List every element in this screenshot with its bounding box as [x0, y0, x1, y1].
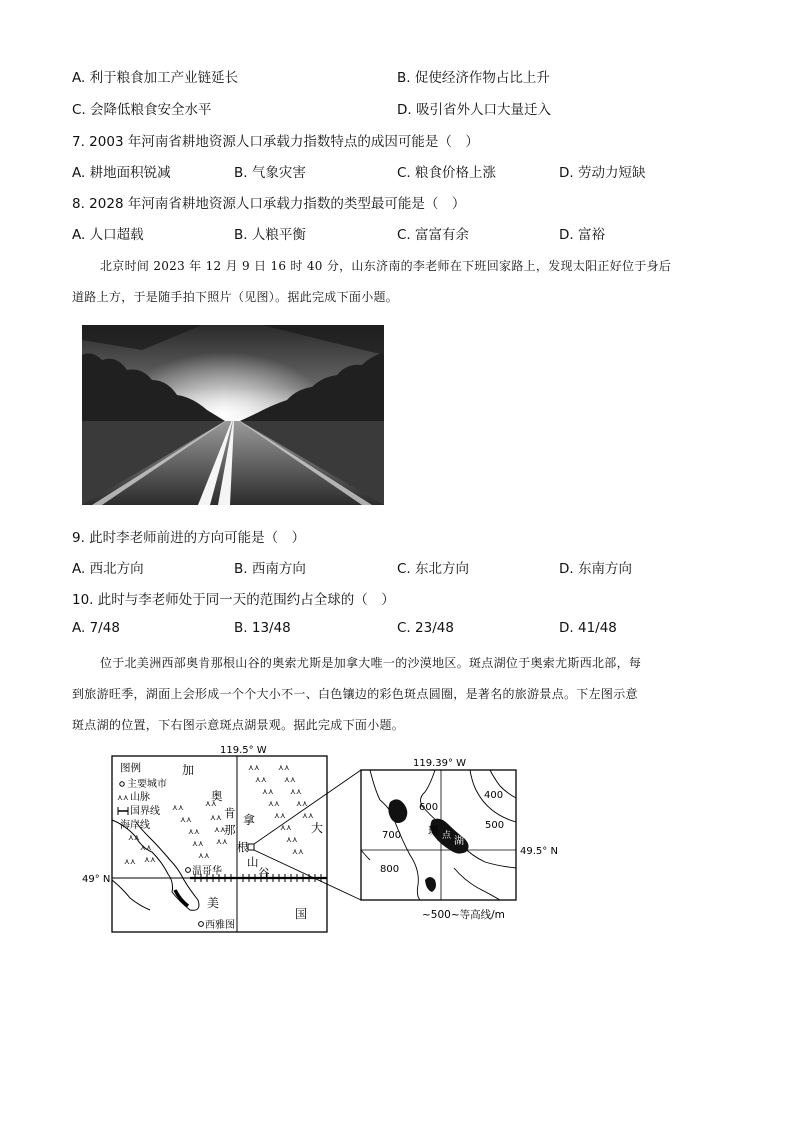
svg-text:⋏⋏: ⋏⋏	[286, 835, 298, 844]
legend-title: 图例	[120, 762, 141, 774]
q7-option-a: A. 耕地面积锐减	[72, 165, 171, 181]
q9-option-d: D. 东南方向	[559, 561, 632, 577]
q8-option-b: B. 人粮平衡	[234, 227, 306, 243]
svg-text:⋏⋏: ⋏⋏	[284, 775, 296, 784]
svg-text:⋏⋏: ⋏⋏	[262, 787, 274, 796]
lake-maps	[80, 740, 640, 940]
q10-option-d: D. 41/48	[559, 620, 617, 636]
label-usa-2: 国	[295, 907, 308, 921]
meridian-label-left: 119.5° W	[220, 745, 267, 756]
label-usa-1: 美	[207, 896, 220, 910]
q6-option-d: D. 吸引省外人口大量迁入	[397, 102, 551, 118]
q7-option-c: C. 粮食价格上涨	[397, 165, 497, 181]
q6-option-b: B. 促使经济作物占比上升	[397, 70, 550, 86]
q9-option-b: B. 西南方向	[234, 561, 306, 577]
q10-option-a: A. 7/48	[72, 620, 120, 636]
city-vancouver-marker	[186, 868, 191, 873]
q6-option-c: C. 会降低粮食安全水平	[72, 102, 212, 118]
q10-option-b: B. 13/48	[234, 620, 291, 636]
svg-text:⋏⋏: ⋏⋏	[124, 857, 136, 866]
legend-border: 国界线	[130, 806, 160, 817]
q7-option-d: D. 劳动力短缺	[559, 165, 646, 181]
q10-stem: 10. 此时与李老师处于同一天的范围约占全球的（ ）	[72, 592, 395, 608]
passage1-line2: 道路上方，于是随手拍下照片（见图）。据此完成下面小题。	[72, 290, 399, 304]
q8-stem: 8. 2028 年河南省耕地资源人口承载力指数的类型最可能是（ ）	[72, 196, 466, 212]
passage2-line3: 斑点湖的位置，下右图示意斑点湖景观。据此完成下面小题。	[72, 718, 405, 732]
svg-text:⋏⋏: ⋏⋏	[128, 833, 140, 842]
q7-option-b: B. 气象灾害	[234, 165, 306, 181]
label-canada-2: 拿	[243, 813, 256, 827]
passage1-line1: 北京时间 2023 年 12 月 9 日 16 时 40 分，山东济南的李老师在下班回家路上，发现太阳正好位于身后	[100, 259, 672, 273]
passage2-line1: 位于北美洲西部奥肯那根山谷的奥索尤斯是加拿大唯一的沙漠地区。斑点湖位于奥索尤斯西北部，每	[100, 656, 642, 670]
contour-400: 400	[484, 790, 504, 801]
legend-coast: 海岸线	[120, 820, 150, 831]
parallel-label-left: 49° N	[82, 874, 111, 885]
label-canada-3: 大	[311, 821, 324, 835]
svg-text:⋏⋏: ⋏⋏	[180, 815, 192, 824]
location-map	[82, 745, 327, 932]
svg-text:⋏⋏: ⋏⋏	[296, 799, 308, 808]
q9-stem: 9. 此时李老师前进的方向可能是（ ）	[72, 530, 306, 546]
q9-option-c: C. 东北方向	[397, 561, 470, 577]
q7-stem: 7. 2003 年河南省耕地资源人口承载力指数特点的成因可能是（ ）	[72, 134, 479, 150]
svg-text:⋏⋏: ⋏⋏	[302, 811, 314, 820]
q8-option-d: D. 富裕	[559, 227, 605, 243]
legend-city: 主要城市	[127, 779, 167, 790]
q8-option-a: A. 人口超载	[72, 227, 144, 243]
label-valley-2: 肯	[224, 806, 236, 820]
q10-option-c: C. 23/48	[397, 620, 454, 636]
city-seattle-marker	[199, 922, 204, 927]
svg-text:⋏⋏: ⋏⋏	[214, 825, 226, 834]
svg-text:⋏⋏: ⋏⋏	[144, 855, 156, 864]
contour-600: 600	[419, 802, 439, 813]
label-valley-5: 山	[247, 855, 259, 869]
road-photo	[82, 325, 384, 505]
svg-text:⋏⋏: ⋏⋏	[192, 839, 204, 848]
q6-option-a: A. 利于粮食加工产业链延长	[72, 70, 239, 86]
svg-text:⋏⋏: ⋏⋏	[205, 799, 217, 808]
label-valley-3: 那	[224, 823, 236, 837]
svg-text:⋏⋏: ⋏⋏	[255, 775, 267, 784]
legend-mountain: 山脉	[130, 792, 150, 803]
lake-contour-map	[361, 758, 558, 921]
lake-label-2: 点	[442, 831, 452, 841]
svg-text:⋏⋏: ⋏⋏	[210, 813, 222, 822]
parallel-label-right: 49.5° N	[520, 846, 558, 857]
label-valley-1: 奥	[211, 789, 223, 803]
contour-500: 500	[485, 820, 505, 831]
q9-option-a: A. 西北方向	[72, 561, 144, 577]
svg-text:⋏⋏: ⋏⋏	[140, 843, 152, 852]
meridian-label-right: 119.39° W	[413, 758, 467, 769]
svg-text:⋏⋏: ⋏⋏	[216, 837, 228, 846]
svg-text:⋏⋏: ⋏⋏	[274, 811, 286, 820]
city-seattle: 西雅图	[205, 920, 235, 931]
label-valley-6: 谷	[258, 866, 270, 880]
svg-text:⋏⋏: ⋏⋏	[198, 851, 210, 860]
svg-text:⋏⋏: ⋏⋏	[188, 827, 200, 836]
contour-700: 700	[382, 830, 402, 841]
svg-text:⋏⋏: ⋏⋏	[290, 787, 302, 796]
svg-text:⋏⋏: ⋏⋏	[292, 847, 304, 856]
svg-text:⋏⋏: ⋏⋏	[248, 763, 260, 772]
city-vancouver: 温哥华	[192, 866, 222, 877]
svg-text:⋏⋏: ⋏⋏	[117, 793, 129, 802]
lake-location-marker	[248, 844, 254, 850]
svg-text:⋏⋏: ⋏⋏	[280, 823, 292, 832]
contour-legend: ~500~等高线/m	[422, 909, 505, 921]
svg-text:⋏⋏: ⋏⋏	[268, 799, 280, 808]
svg-text:⋏⋏: ⋏⋏	[172, 803, 184, 812]
lake-label-1: 斑	[428, 824, 439, 837]
q8-option-c: C. 富富有余	[397, 227, 470, 243]
passage2-line2: 到旅游旺季，湖面上会形成一个个大小不一、白色镶边的彩色斑点圆圈，是著名的旅游景点。下左图示意	[72, 687, 638, 701]
lake-label-3: 湖	[454, 836, 464, 847]
label-canada-1: 加	[182, 763, 195, 777]
svg-text:⋏⋏: ⋏⋏	[278, 763, 290, 772]
label-valley-4: 根	[237, 840, 249, 854]
contour-800: 800	[380, 864, 400, 875]
